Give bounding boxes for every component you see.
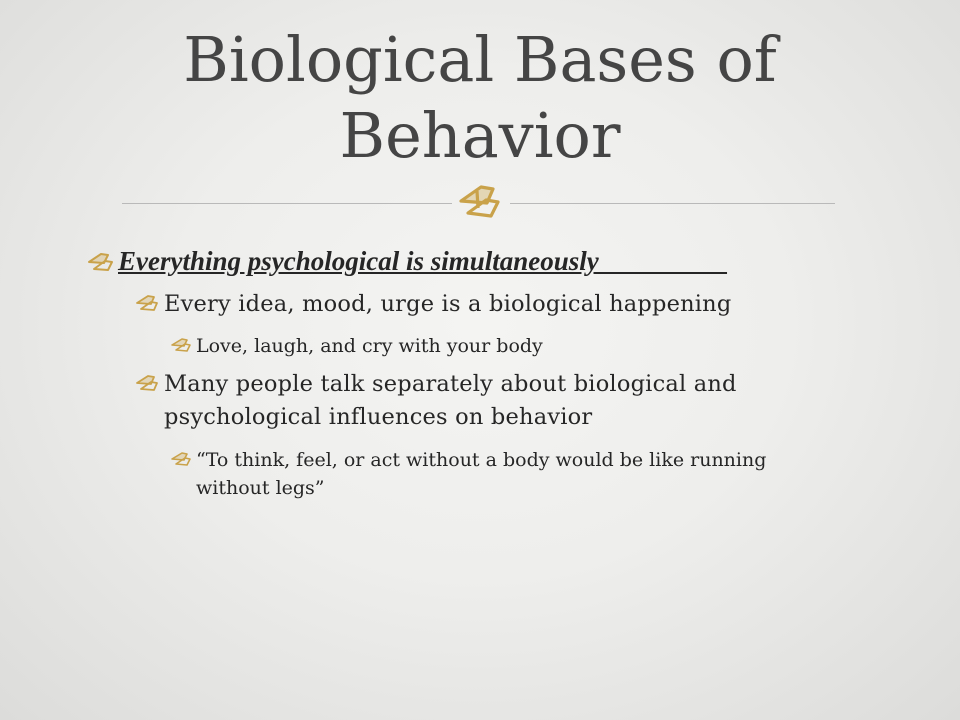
bullet-ornament-icon xyxy=(86,250,118,276)
bullet-text: Everything psychological is simultaneously _________ xyxy=(118,246,728,276)
bullet-level-1 xyxy=(86,244,926,278)
bullet-text: Every idea, mood, urge is a biological happening xyxy=(164,291,732,317)
bullet-level-3 xyxy=(170,332,850,360)
bullet-text: Love, laugh, and cry with your body xyxy=(196,335,543,357)
bullet-text: Many people talk separately about biological and psychological influences on behavior xyxy=(164,371,737,430)
bullet-text: “To think, feel, or act without a body would be like running without legs” xyxy=(196,449,767,499)
bullet-ornament-icon xyxy=(170,451,196,469)
slide-title: Biological Bases of Behavior xyxy=(183,23,777,172)
bullet-level-3 xyxy=(170,446,830,502)
bullet-ornament-icon xyxy=(134,293,164,315)
bullet-level-2 xyxy=(134,288,854,321)
bullet-ornament-icon xyxy=(134,373,164,395)
bullet-ornament-icon xyxy=(170,337,196,355)
bullet-level-2 xyxy=(134,368,824,434)
